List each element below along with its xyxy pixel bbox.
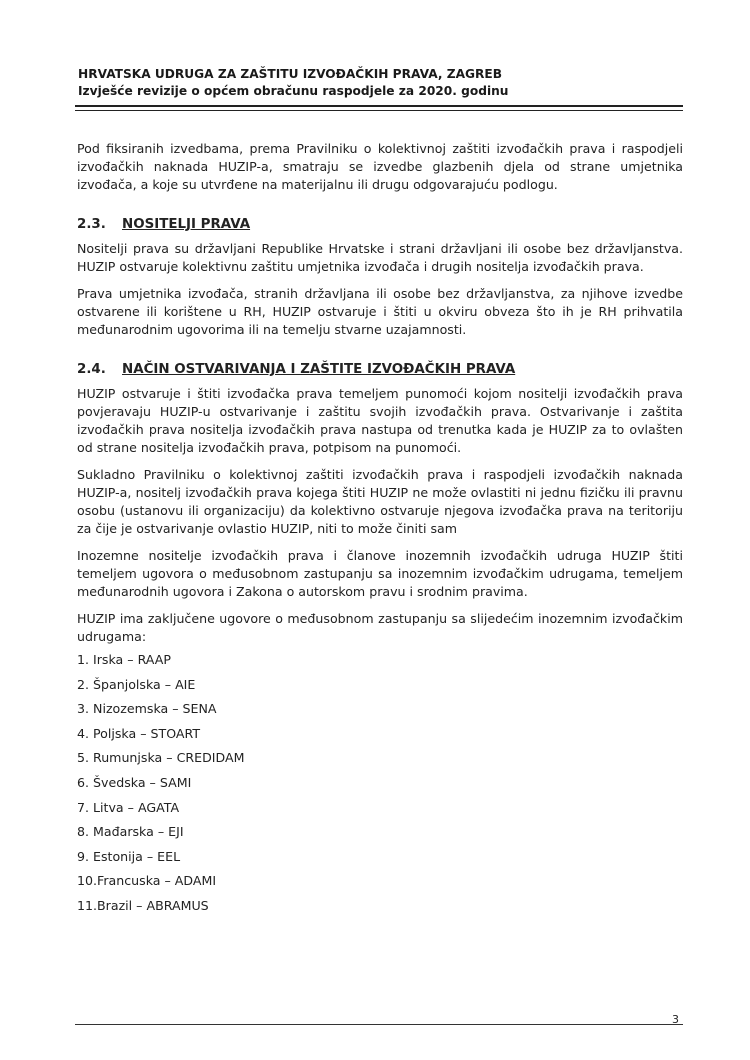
list-item: 5. Rumunjska – CREDIDAM [77,750,245,766]
paragraph: Nositelji prava su državljani Republike Hrvatske i strani državljani ili osobe bez državljanstva. HUZIP ostvaruje kolektivnu zaštitu umjetnika izvođača i drugih nositelja izvođačkih prava. [77,241,683,274]
list-item: 2. Španjolska – AIE [77,676,196,692]
paragraph: Inozemne nositelje izvođačkih prava i članove inozemnih izvođačkih udruga HUZIP štiti temeljem ugovora o međusobnom zastupanju sa inozemnim izvođačkim udrugama, temeljem međunarodnih ugovora i Zakona o autorskom pravu i srodnim pravima. [77,548,683,599]
section-title: NAČIN OSTVARIVANJA I ZAŠTITE IZVOĐAČKIH PRAVA [122,362,516,377]
list-item: 3. Nizozemska – SENA [77,701,217,717]
intro-paragraph: Pod fiksiranih izvedbama, prema Pravilniku o kolektivnoj zaštiti izvođačkih prava i raspodjeli izvođačkih naknada HUZIP-a, smatraju se izvedbe glazbenih djela od strane umjetnika izvođača, a koje su utvrđene na materijalnu ili drugu odgovarajuću podlogu. [77,141,683,192]
page-content [77,140,683,919]
list-item: 9. Estonija – EEL [77,848,181,864]
section-number: 2.3. [77,217,106,232]
list-item: 7. Litva – AGATA [77,799,180,815]
list-item: 4. Poljska – STOART [77,725,201,741]
paragraph: Prava umjetnika izvođača, stranih državljana ili osobe bez državljanstva, za njihove izvedbe ostvarene ili korištene u RH, HUZIP ostvaruje i štiti u okviru obveza što ih je RH prihvatila međunarodnim ugovorima ili na temelju stvarne uzajamnosti. [77,286,683,337]
associations-list [77,648,683,919]
header-report-title: Izvješće revizije o općem obračunu raspodjele za 2020. godinu [78,84,509,98]
list-item: 11.Brazil – ABRAMUS [77,897,209,913]
section-title: NOSITELJI PRAVA [122,217,251,232]
list-item: 6. Švedska – SAMI [77,774,192,790]
footer-rule [75,1024,683,1025]
paragraph: HUZIP ostvaruje i štiti izvođačka prava temeljem punomoći kojom nositelji izvođačkih prava povjeravaju HUZIP-u ostvarivanje i zaštitu svojih izvođačkih prava. Ostvarivanje i zaštita izvođačkih prava nositelja izvođačkih prava nastupa od trenutka kada je HUZIP za to ovlašten od strane nositelja izvođačkih prava, potpisom na punomoći. [77,386,683,455]
section-number: 2.4. [77,362,106,377]
section-2-3-heading [77,216,683,234]
paragraph: Sukladno Pravilniku o kolektivnoj zaštiti izvođačkih prava i raspodjeli izvođačkih naknada HUZIP-a, nositelj izvođačkih prava kojega štiti HUZIP ne može ovlastiti ni jednu fizičku ili pravnu osobu (ustanovu ili organizaciju) da kolektivno ostvaruje njegova izvođačka prava na teritoriju za čije je ostvarivanje ovlastio HUZIP, niti to može činiti sam [77,467,683,536]
header-rule-thick [75,105,683,107]
section-2-4-heading [77,361,683,379]
page-number: 3 [672,1013,679,1026]
list-item: 1. Irska – RAAP [77,652,171,667]
header-organization: HRVATSKA UDRUGA ZA ZAŠTITU IZVOĐAČKIH PRAVA, ZAGREB [78,67,503,81]
list-item: 8. Mađarska – EJI [77,824,184,840]
list-item: 10.Francuska – ADAMI [77,873,217,889]
header-rule-thin [75,110,683,111]
document-header [78,66,678,100]
paragraph: HUZIP ima zaključene ugovore o međusobnom zastupanju sa slijedećim inozemnim izvođačkim udrugama: [77,611,683,644]
